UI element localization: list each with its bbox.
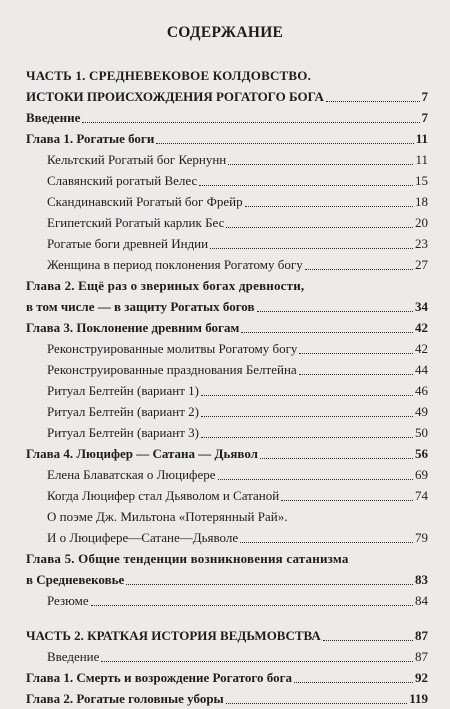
- toc-label: Ритуал Белтейн (вариант 1): [47, 383, 199, 398]
- toc-label: Введение: [47, 649, 100, 664]
- dot-leader: [299, 374, 413, 375]
- dot-leader: [201, 416, 413, 417]
- dot-leader: [260, 458, 413, 459]
- page-number: 27: [415, 257, 428, 272]
- toc-subentry[interactable]: [26, 527, 428, 548]
- toc-label: в том числе — в защиту Рогатых богов: [26, 299, 255, 314]
- page-number: 69: [415, 467, 428, 482]
- dot-leader: [91, 605, 413, 606]
- toc-part2-chapter-2[interactable]: [26, 688, 428, 709]
- toc-label: Глава 2. Рогатые головные уборы: [26, 691, 224, 706]
- toc-label: Египетский Рогатый карлик Бес: [47, 215, 225, 230]
- toc-subentry[interactable]: [26, 170, 428, 191]
- dot-leader: [305, 269, 413, 270]
- toc-subentry[interactable]: [26, 485, 428, 506]
- table-of-contents: [26, 65, 428, 709]
- dot-leader: [228, 164, 413, 165]
- page-number: 50: [415, 425, 428, 440]
- toc-label: Глава 1. Смерть и возрождение Рогатого бога: [26, 670, 292, 685]
- page-number: 84: [415, 593, 428, 608]
- dot-leader: [201, 395, 413, 396]
- dot-leader: [281, 500, 413, 501]
- page-number: 34: [415, 299, 428, 314]
- toc-label: Глава 4. Люцифер — Сатана — Дьявол: [26, 446, 258, 461]
- toc-chapter-5[interactable]: [26, 569, 428, 590]
- toc-label: О поэме Дж. Мильтона «Потерянный Рай».: [47, 509, 288, 524]
- toc-label: Реконструированные молитвы Рогатому богу: [47, 341, 298, 356]
- toc-subentry[interactable]: [26, 191, 428, 212]
- toc-label: И о Люцифере—Сатане—Дьяволе: [47, 530, 239, 545]
- dot-leader: [326, 101, 420, 102]
- toc-label: Рогатые боги древней Индии: [47, 236, 209, 251]
- page-number: 87: [415, 628, 428, 643]
- page-number: 7: [421, 89, 428, 104]
- dot-leader: [210, 248, 413, 249]
- dot-leader: [299, 353, 413, 354]
- page-number: 7: [421, 110, 428, 125]
- part-spacer: [26, 611, 428, 625]
- toc-chapter-1[interactable]: [26, 128, 428, 149]
- toc-subentry[interactable]: [26, 401, 428, 422]
- page-number: 119: [409, 691, 428, 706]
- dot-leader: [201, 437, 413, 438]
- toc-subentry[interactable]: [26, 359, 428, 380]
- toc-label: Кельтский Рогатый бог Кернунн: [47, 152, 227, 167]
- toc-chapter-2-line1: Глава 2. Ещё раз о звериных богах древности,: [26, 278, 305, 293]
- toc-label: Ритуал Белтейн (вариант 2): [47, 404, 199, 419]
- toc-label: ИСТОКИ ПРОИСХОЖДЕНИЯ РОГАТОГО БОГА: [26, 89, 324, 104]
- toc-label: Женщина в период поклонения Рогатому богу: [47, 257, 303, 272]
- page-number: 56: [415, 446, 428, 461]
- toc-label: Когда Люцифер стал Дьяволом и Сатаной: [47, 488, 280, 503]
- toc-subentry[interactable]: [26, 590, 428, 611]
- page-number: 18: [415, 194, 428, 209]
- page-number: 42: [415, 320, 428, 335]
- page-number: 42: [415, 341, 428, 356]
- page-number: 11: [415, 152, 428, 167]
- toc-label: Скандинавский Рогатый бог Фрейр: [47, 194, 243, 209]
- page-title: СОДЕРЖАНИЕ: [166, 24, 284, 41]
- toc-subentry[interactable]: [26, 464, 428, 485]
- toc-subentry[interactable]: [26, 149, 428, 170]
- dot-leader: [245, 206, 413, 207]
- toc-subentry[interactable]: [26, 422, 428, 443]
- toc-part2-chapter-1[interactable]: [26, 667, 428, 688]
- toc-subentry[interactable]: [26, 254, 428, 275]
- toc-chapter-5-line1: Глава 5. Общие тенденции возникновения сатанизма: [26, 551, 349, 566]
- toc-label: Ритуал Белтейн (вариант 3): [47, 425, 199, 440]
- page-number: 79: [415, 530, 428, 545]
- dot-leader: [257, 311, 414, 312]
- toc-subentry[interactable]: [26, 646, 428, 667]
- toc-subentry[interactable]: [26, 338, 428, 359]
- toc-entry-intro[interactable]: [26, 107, 428, 128]
- page-number: 23: [415, 236, 428, 251]
- toc-subentry[interactable]: [26, 233, 428, 254]
- page-number: 74: [415, 488, 428, 503]
- page-number: 49: [415, 404, 428, 419]
- dot-leader: [82, 122, 419, 123]
- page-number: 92: [415, 670, 428, 685]
- part2-heading[interactable]: [26, 625, 428, 646]
- toc-label: Резюме: [47, 593, 89, 608]
- part1-heading-line2[interactable]: [26, 86, 428, 107]
- dot-leader: [126, 584, 413, 585]
- toc-label: Глава 1. Рогатые боги: [26, 131, 155, 146]
- dot-leader: [218, 479, 413, 480]
- dot-leader: [156, 143, 413, 144]
- dot-leader: [323, 640, 413, 641]
- dot-leader: [101, 661, 413, 662]
- page-number: 87: [415, 649, 428, 664]
- toc-subentry[interactable]: [26, 506, 428, 527]
- page-number: 20: [415, 215, 428, 230]
- page-number: 83: [415, 572, 428, 587]
- part1-heading-line1: ЧАСТЬ 1. СРЕДНЕВЕКОВОЕ КОЛДОВСТВО.: [26, 68, 312, 83]
- toc-chapter-2[interactable]: [26, 296, 428, 317]
- page-number: 46: [415, 383, 428, 398]
- toc-label: ЧАСТЬ 2. КРАТКАЯ ИСТОРИЯ ВЕДЬМОВСТВА: [26, 628, 321, 643]
- toc-subentry[interactable]: [26, 212, 428, 233]
- dot-leader: [226, 703, 407, 704]
- toc-label: Введение: [26, 110, 81, 125]
- dot-leader: [241, 332, 413, 333]
- toc-label: Славянский рогатый Велес: [47, 173, 198, 188]
- toc-label: Реконструированные празднования Белтейна: [47, 362, 297, 377]
- dot-leader: [294, 682, 413, 683]
- page-number: 44: [415, 362, 428, 377]
- page-number: 11: [415, 131, 428, 146]
- toc-subentry[interactable]: [26, 380, 428, 401]
- dot-leader: [226, 227, 413, 228]
- toc-chapter-4[interactable]: [26, 443, 428, 464]
- toc-label: в Средневековье: [26, 572, 125, 587]
- page-number: 15: [415, 173, 428, 188]
- toc-label: Елена Блаватская о Люцифере: [47, 467, 216, 482]
- dot-leader: [240, 542, 413, 543]
- toc-label: Глава 3. Поклонение древним богам: [26, 320, 240, 335]
- toc-chapter-3[interactable]: [26, 317, 428, 338]
- dot-leader: [199, 185, 413, 186]
